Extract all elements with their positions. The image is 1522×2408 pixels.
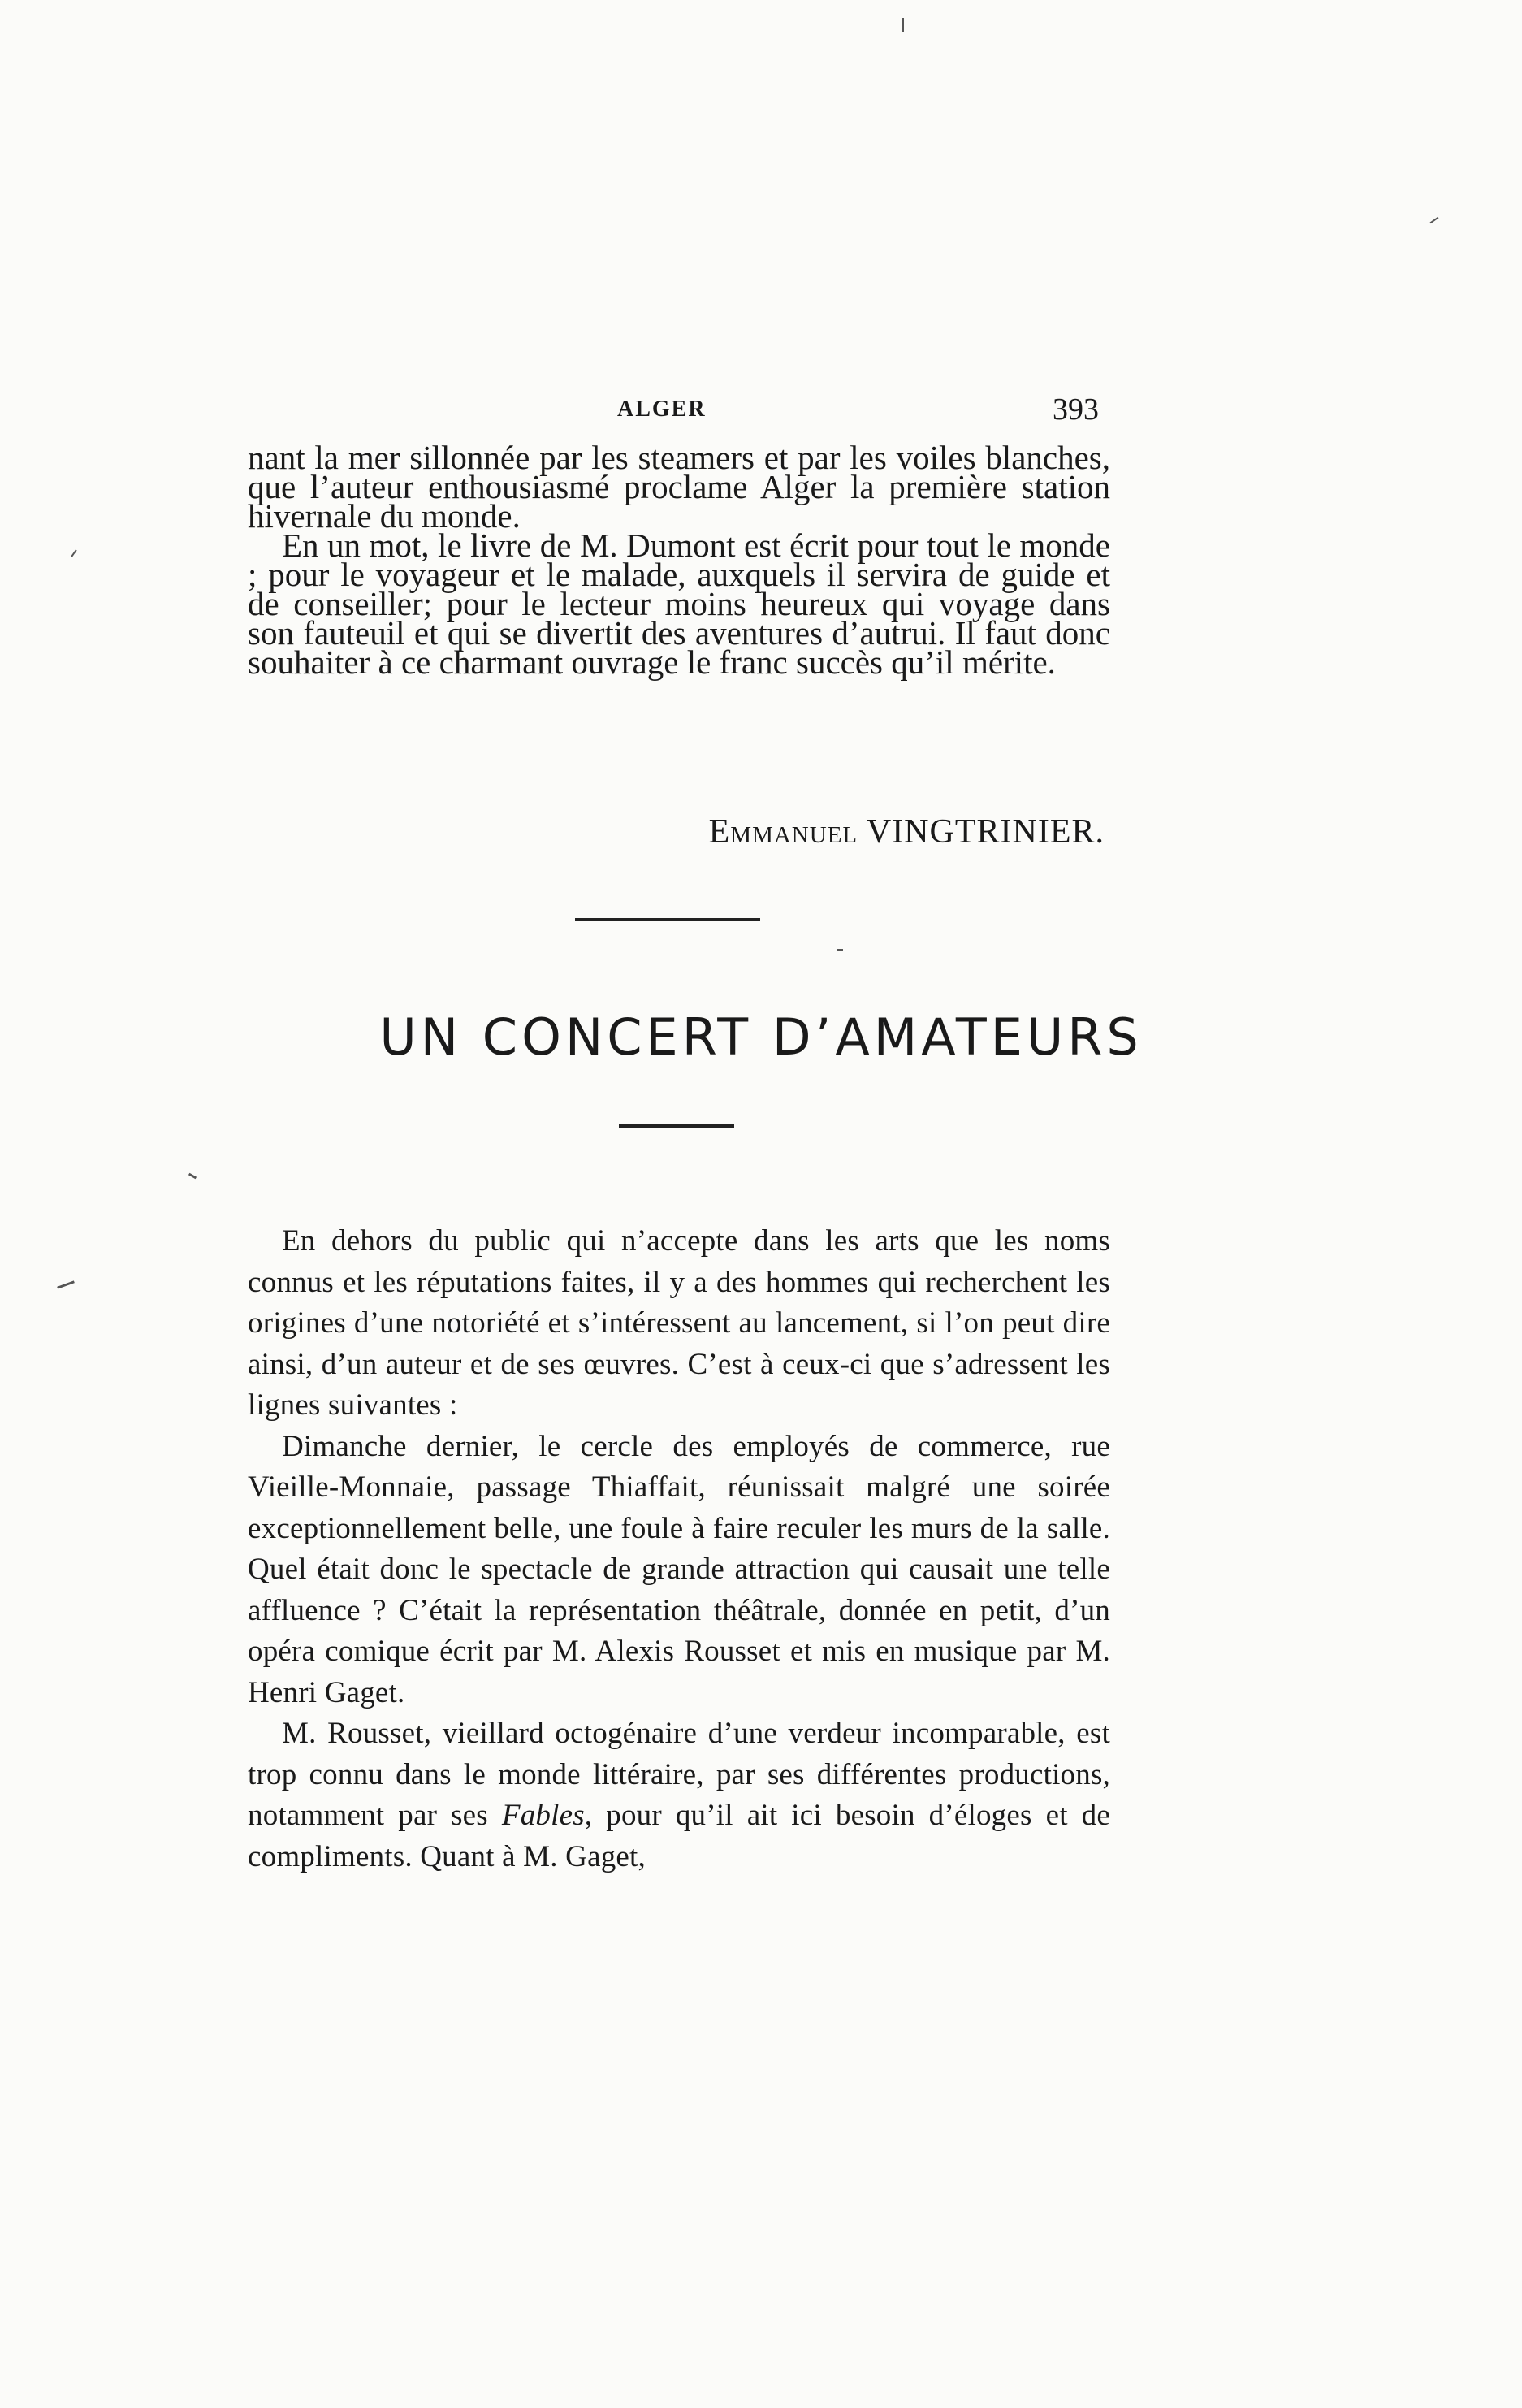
paragraph: Dimanche dernier, le cercle des employés de commerce, rue Vieille-Monnaie, passage Thiaffait, réunissait malgré une soirée exceptionnellement belle, une foule à faire reculer les murs de la salle. Quel était donc le spectacle de grande attraction qui causait une telle affluence ? C’était la représentation théâtrale, donnée en petit, d’un opéra comique écrit par M. Alexis Rousset et mis en musique par M. Henri Gaget. (248, 1429, 1110, 1709)
title-underline (619, 1124, 734, 1128)
paragraph (248, 1713, 1110, 1877)
running-title: ALGER (617, 396, 707, 422)
scan-speck (188, 1173, 197, 1180)
article-body (248, 1221, 1110, 1877)
scan-speck (902, 18, 904, 32)
paragraph: En un mot, le livre de M. Dumont est écrit pour tout le monde ; pour le voyageur et le malade, auxquels il servira de guide et de conseiller; pour le lecteur moins heureux qui voyage dans son fauteuil et qui se divertit des aventures d’autrui. Il faut donc souhaiter à ce charmant ouvrage le franc succès qu’il mérite. (248, 526, 1110, 681)
previous-article-text (248, 439, 1110, 681)
paragraph-text: , pour qu’il ait ici besoin d’éloges et de compliments. Quant à M. Gaget, (248, 1799, 1111, 1873)
paragraph: En dehors du public qui n’accepte dans les arts que les noms connus et les réputations faites, il y a des hommes qui recherchent les origines d’une notoriété et s’intéressent au lancement, si l’on peut dire ainsi, d’un auteur et de ses œuvres. C’est à ceux-ci que s’adressent les lignes suivantes : (248, 1224, 1110, 1422)
section-divider (575, 918, 760, 921)
italic-title: Fables (501, 1799, 585, 1832)
paragraph: nant la mer sillonnée par les steamers et par les voiles blanches, que l’auteur enthousiasmé proclame Alger la première station hivernale du monde. (248, 439, 1110, 535)
scan-speck (57, 1280, 75, 1288)
scan-speck (71, 549, 76, 557)
scan-speck (837, 949, 843, 951)
running-head (0, 392, 1522, 437)
scan-speck (1430, 217, 1439, 224)
article-title: UN CONCERT D’AMATEURS (379, 1007, 1143, 1067)
author-signature: Emmanuel VINGTRINIER. (708, 813, 1105, 851)
paragraph-text: M. Rousset, vieillard octogénaire d’une verdeur incomparable, est trop connu dans le monde littéraire, par ses différentes productions, notamment par ses (248, 1717, 1110, 1832)
page-number: 393 (1053, 392, 1099, 427)
